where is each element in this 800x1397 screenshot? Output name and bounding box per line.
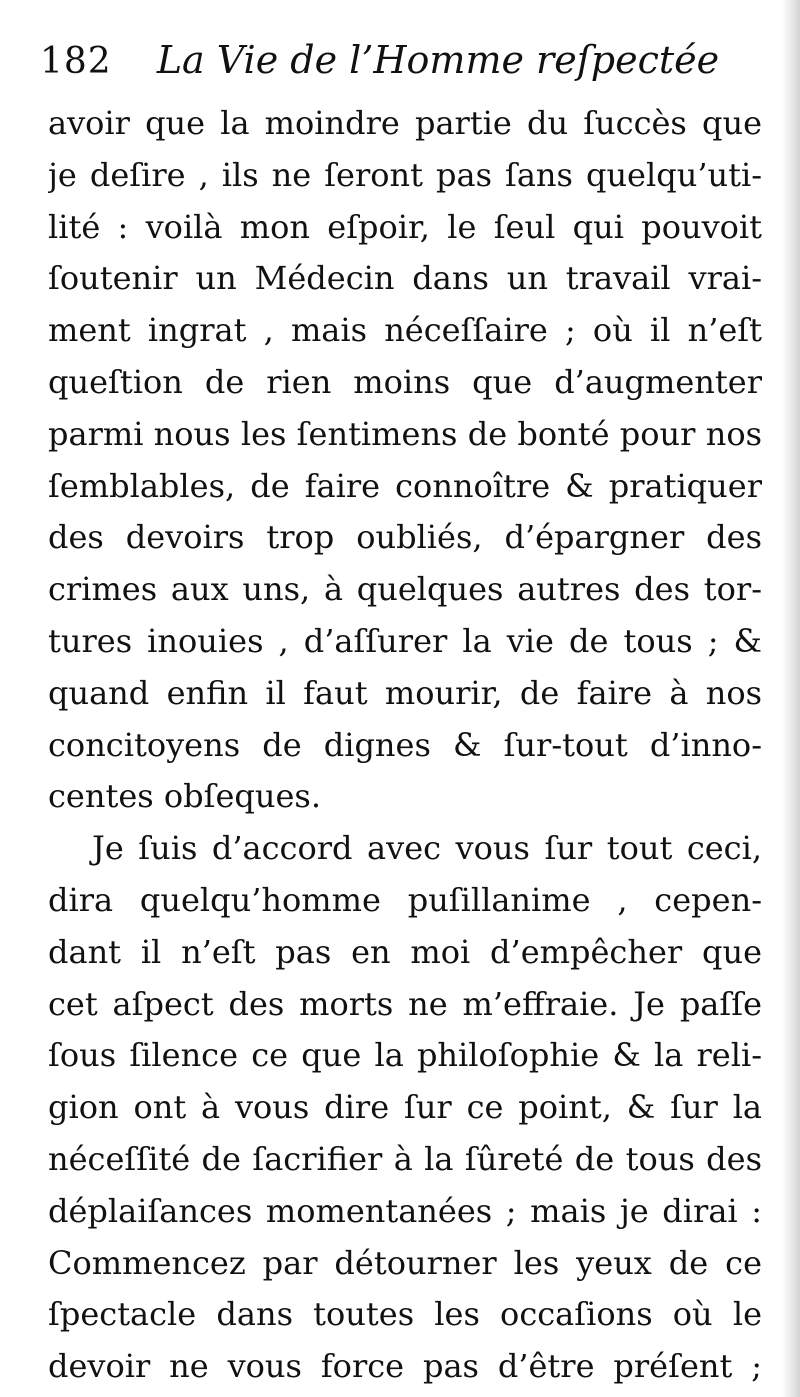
text-line: gion ont à vous dire ſur ce point, & ſur la — [48, 1088, 762, 1127]
text-line: lité : voilà mon eſpoir, le ſeul qui pouvoit — [48, 207, 762, 246]
page-number: 182 — [40, 41, 112, 82]
text-line: ſous ſilence ce que la philoſophie & la reli- — [48, 1036, 762, 1075]
paragraph-start-line: Je ſuis d’accord avec vous ſur tout ceci, — [92, 829, 762, 868]
text-line: dira quelqu’homme puſillanime , cepen- — [48, 880, 762, 919]
text-line: tures inouies , d’aſſurer la vie de tous ; & — [48, 621, 762, 660]
text-line: Commencez par détourner les yeux de ce — [48, 1243, 762, 1282]
paragraph-end-line: centes obſeques. — [48, 777, 322, 816]
running-title: La Vie de l’Homme reſpectée — [156, 38, 720, 82]
body-text — [48, 98, 762, 1393]
text-line: des devoirs trop oubliés, d’épargner des — [48, 518, 762, 557]
text-line: devoir ne vous force pas d’être préſent ; — [48, 1347, 762, 1386]
text-line: ment ingrat , mais néceſſaire ; où il n’eſt — [48, 311, 762, 350]
text-line: queſtion de rien moins que d’augmenter — [48, 362, 762, 401]
text-line: parmi nous les ſentimens de bonté pour nos — [48, 414, 762, 453]
text-line: crimes aux uns, à quelques autres des tor- — [48, 570, 762, 609]
text-line: ſoutenir un Médecin dans un travail vrai- — [48, 259, 762, 298]
text-line: avoir que la moindre partie du ſuccès que — [48, 104, 762, 142]
page-edge-shadow — [782, 0, 800, 1397]
text-line: je deſire , ils ne ſeront pas ſans quelqu’uti- — [48, 155, 762, 194]
running-header — [40, 38, 719, 94]
text-line: concitoyens de dignes & ſur-tout d’inno- — [48, 725, 762, 764]
text-line: cet aſpect des morts ne m’effraie. Je paſſe — [48, 984, 762, 1023]
text-line: déplaiſances momentanées ; mais je dirai : — [48, 1191, 762, 1230]
text-line: dant il n’eſt pas en moi d’empêcher que — [48, 932, 762, 971]
text-line: ſemblables, de faire connoître & pratiquer — [48, 466, 762, 505]
text-line: quand enfin il faut mourir, de faire à nos — [48, 673, 762, 712]
text-line: néceſſité de ſacrifier à la ſûreté de tous des — [48, 1139, 762, 1178]
text-line: ſpectacle dans toutes les occaſions où le — [48, 1295, 762, 1334]
